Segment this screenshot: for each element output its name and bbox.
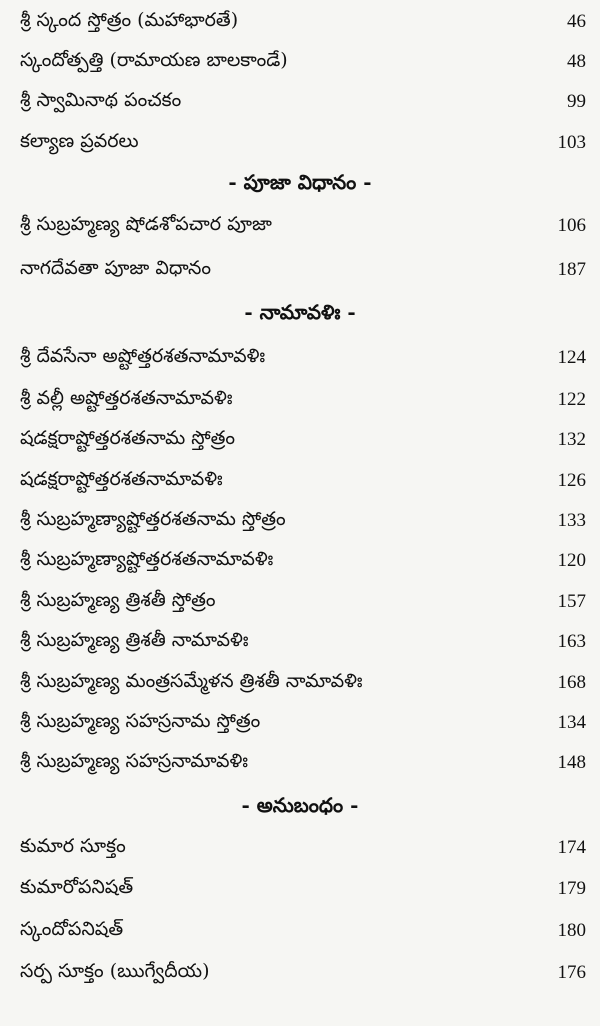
toc-entry-page: 46	[567, 11, 586, 32]
toc-entry	[20, 543, 586, 579]
toc-entry-title: స్కందోత్పత్తి (రామాయణ బాలకాండే)	[20, 48, 288, 71]
toc-entry-page: 132	[557, 429, 586, 450]
toc-entry	[20, 84, 586, 120]
toc-entry	[20, 125, 586, 161]
toc-entry-page: 187	[557, 259, 586, 280]
toc-entry-title: షడక్షరాష్టోత్తరశతనామ స్తోత్రం	[20, 426, 236, 449]
toc-entry-title: శ్రీ సుబ్రహ్మణ్యాష్టోత్తరశతనామ స్తోత్రం	[20, 507, 286, 530]
toc-entry	[20, 705, 586, 741]
toc-entry	[20, 463, 586, 499]
toc-entry-page: 103	[557, 132, 586, 153]
section-heading: - పూజా విధానం -	[228, 169, 372, 194]
toc-entry	[20, 340, 586, 376]
toc-entry-page: 99	[567, 91, 586, 112]
toc-entry-title: కుమార సూక్తం	[20, 834, 126, 857]
toc-entry-page: 180	[557, 920, 586, 941]
toc-entry-title: శ్రీ సుబ్రహ్మణ్య సహస్రనామావళిః	[20, 749, 248, 772]
toc-entry	[20, 665, 586, 701]
toc-entry-title: శ్రీ స్కంద స్తోత్రం (మహాభారతే)	[20, 8, 239, 31]
toc-entry	[20, 830, 586, 866]
toc-entry-page: 120	[557, 550, 586, 571]
toc-entry	[20, 913, 586, 949]
toc-entry-page: 106	[557, 215, 586, 236]
section-heading: - నామావళిః -	[244, 299, 356, 324]
toc-entry-page: 163	[557, 631, 586, 652]
toc-entry	[20, 252, 586, 288]
toc-entry-title: సర్ప సూక్తం (ఋగ్వేదీయ)	[20, 959, 210, 982]
toc-entry-title: శ్రీ సుబ్రహ్మణ్య త్రిశతీ స్తోత్రం	[20, 588, 216, 611]
toc-entry-page: 168	[557, 672, 586, 693]
toc-entry	[20, 745, 586, 781]
toc-entry-page: 122	[557, 389, 586, 410]
toc-entry	[20, 584, 586, 620]
toc-entry-page: 133	[557, 510, 586, 531]
toc-entry	[20, 871, 586, 907]
toc-entry-page: 148	[557, 752, 586, 773]
toc-entry-title: శ్రీ స్వామినాథ పంచకం	[20, 88, 182, 111]
toc-entry-title: షడక్షరాష్టోత్తరశతనామావళిః	[20, 467, 223, 490]
toc-entry-page: 179	[557, 878, 586, 899]
toc-entry-title: శ్రీ వల్లీ అష్టోత్తరశతనామావళిః	[20, 386, 233, 409]
toc-entry-page: 48	[567, 51, 586, 72]
toc-entry-page: 124	[557, 347, 586, 368]
toc-entry	[20, 422, 586, 458]
toc-entry-title: శ్రీ సుబ్రహ్మణ్య మంత్రసమ్మేళన త్రిశతీ నామావళిః	[20, 669, 363, 692]
toc-entry-title: శ్రీ దేవసేనా అష్టోత్తరశతనామావళిః	[20, 344, 266, 367]
toc-entry-title: నాగదేవతా పూజా విధానం	[20, 256, 211, 279]
toc-entry-title: స్కందోపనిషత్	[20, 917, 124, 940]
toc-entry-page: 174	[557, 837, 586, 858]
toc-entry-page: 134	[557, 712, 586, 733]
toc-entry-title: శ్రీ సుబ్రహ్మణ్య త్రిశతీ నామావళిః	[20, 628, 249, 651]
toc-entry-title: శ్రీ సుబ్రహ్మణ్య షోడశోపచార పూజా	[20, 212, 272, 235]
toc-entry	[20, 208, 586, 244]
toc-entry	[20, 624, 586, 660]
toc-entry-title: శ్రీ సుబ్రహ్మణ్యాష్టోత్తరశతనామావళిః	[20, 547, 274, 570]
toc-entry-page: 176	[557, 962, 586, 983]
toc-entry	[20, 382, 586, 418]
toc-entry	[20, 955, 586, 991]
toc-entry-title: కల్యాణ ప్రవరలు	[20, 129, 139, 152]
toc-entry-title: కుమారోపనిషత్	[20, 875, 134, 898]
toc-entry	[20, 44, 586, 80]
toc-entry	[20, 4, 586, 40]
toc-entry	[20, 503, 586, 539]
toc-entry-page: 157	[557, 591, 586, 612]
toc-entry-title: శ్రీ సుబ్రహ్మణ్య సహస్రనామ స్తోత్రం	[20, 709, 261, 732]
toc-entry-page: 126	[557, 470, 586, 491]
section-heading: - అనుబంధం -	[241, 792, 359, 817]
